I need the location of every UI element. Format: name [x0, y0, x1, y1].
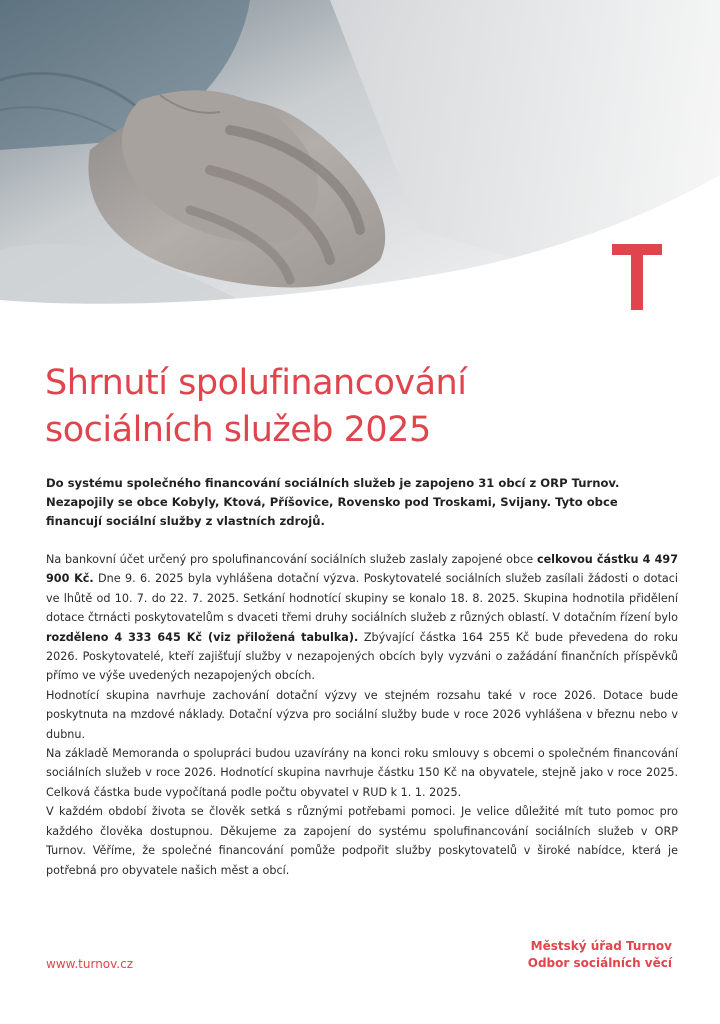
paragraph-2026-call: Hodnotící skupina navrhuje zachování dotační výzvy ve stejném rozsahu také v roce 2026. Dotace bude poskytnuta na mzdové náklady. Dotační výzva pro sociální služby bude v roce 2026 vyhlášena v březnu nebo v dubnu. — [46, 688, 678, 741]
p1-text-c: Zbývající částka 164 255 Kč bude převedena do roku 2026. Poskytovatelé, kteří zajišťují služby v nezapojených obcích byly vyzváni o zažádání finančních příspěvků přímo ve výše uvedených nezapojených obcích. — [46, 630, 678, 683]
body-text — [46, 550, 678, 880]
website-link[interactable]: www.turnov.cz — [46, 957, 134, 971]
turnov-logo-t — [612, 244, 662, 310]
org-name: Městský úřad Turnov — [530, 939, 672, 953]
lead-paragraph: Do systému společného financování sociálních služeb je zapojeno 31 obcí z ORP Turnov. Nezapojily se obce Kobyly, Ktová, Příšovice, Rovensko pod Troskami, Svijany. Tyto obce financují sociální služby z vlastních zdrojů. — [46, 476, 620, 528]
p1-total-amount: celkovou částku 4 497 900 Kč. — [46, 553, 678, 586]
paragraph-thanks: V každém období života se člověk setká s různými potřebami pomoci. Je velice důležité mít tuto pomoc pro každého člověka dostupnou. Děkujeme za zapojení do systému spolufinancování sociálních služeb v ORP Turnov. Věříme, že společné financování pomůže podpořit služby poskytovatelů v široké nabídce, která je potřebná pro obyvatele našich měst a obcí. — [46, 805, 678, 877]
paragraph-memorandum: Na základě Memoranda o spolupráci budou uzavírány na konci roku smlouvy s obcemi o společném financování sociálních služeb v roce 2026. Hodnotící skupina navrhuje částku 150 Kč na obyvatele, stejně jako v roce 2025. Celková částka bude vypočítaná podle počtu obyvatel v RUD k 1. 1. 2025. — [46, 747, 678, 799]
p1-text-a: Na bankovní účet určený pro spolufinancování sociálních služeb zaslaly zapojené obce — [46, 553, 537, 566]
org-department: Odbor sociálních věcí — [527, 956, 672, 970]
p1-distributed-amount: rozděleno 4 333 645 Kč (viz přiložená tabulka). — [46, 630, 359, 644]
title-line-2: sociálních služeb 2025 — [45, 410, 431, 450]
page-title — [45, 360, 675, 454]
paragraph-funding — [46, 550, 678, 686]
p1-text-b: Dne 9. 6. 2025 byla vyhlášena dotační výzva. Poskytovatelé sociálních služeb zasílali žádosti o dotaci ve lhůtě od 10. 7. do 22. 7. 2025. Setkání hodnotící skupiny se konalo 18. 8. 2025. Skupina hodnotila přidělení dotace čtrnácti poskytovatelům s dvaceti třemi druhy sociálních služeb z různých oblastí. V dotačním řízení bylo — [46, 572, 678, 625]
footer-organization — [528, 938, 672, 972]
title-line-1: Shrnutí spolufinancování — [45, 363, 467, 403]
